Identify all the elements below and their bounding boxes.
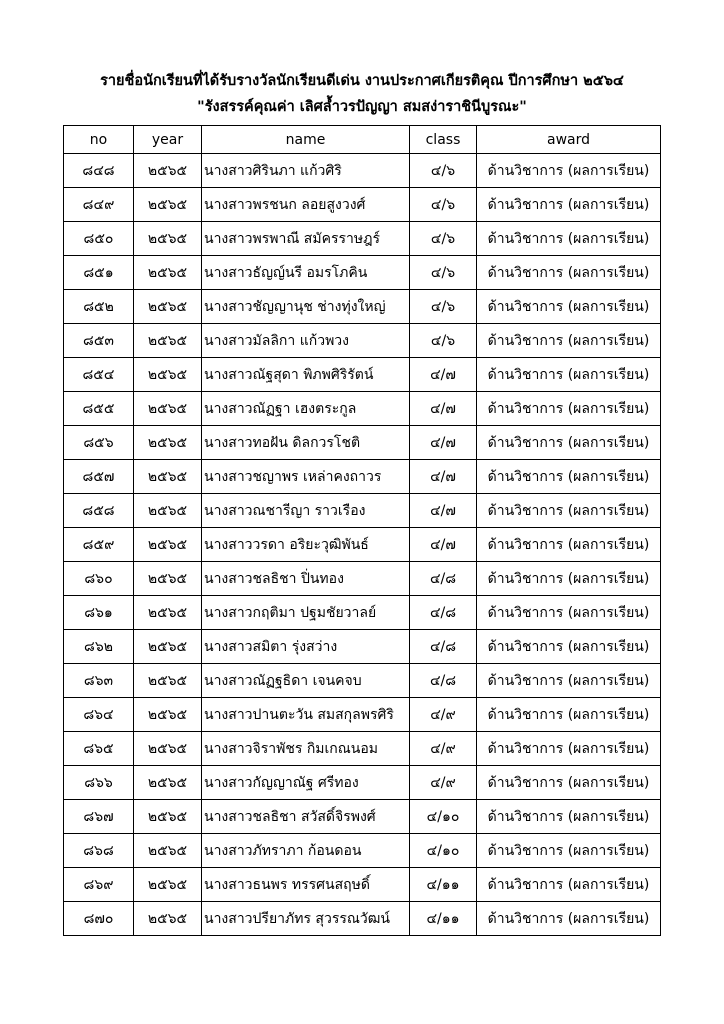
cell-class: ๔/๖ [410, 324, 477, 358]
cell-class: ๔/๗ [410, 528, 477, 562]
cell-award: ด้านวิชาการ (ผลการเรียน) [477, 800, 661, 834]
cell-class: ๔/๗ [410, 426, 477, 460]
cell-no: ๘๖๕ [64, 732, 134, 766]
cell-award: ด้านวิชาการ (ผลการเรียน) [477, 528, 661, 562]
cell-award: ด้านวิชาการ (ผลการเรียน) [477, 664, 661, 698]
cell-name: นางสาวสมิตา รุ่งสว่าง [202, 630, 410, 664]
cell-year: ๒๕๖๕ [134, 902, 202, 936]
table-row [64, 324, 661, 358]
cell-name: นางสาวชัญญานุช ช่างทุ่งใหญ่ [202, 290, 410, 324]
cell-year: ๒๕๖๕ [134, 426, 202, 460]
cell-class: ๔/๖ [410, 256, 477, 290]
column-header-award: award [477, 126, 661, 154]
cell-class: ๔/๑๑ [410, 868, 477, 902]
table-row [64, 426, 661, 460]
awards-table [63, 125, 661, 936]
cell-class: ๔/๑๐ [410, 834, 477, 868]
cell-award: ด้านวิชาการ (ผลการเรียน) [477, 868, 661, 902]
cell-award: ด้านวิชาการ (ผลการเรียน) [477, 596, 661, 630]
cell-name: นางสาวชลธิชา ปิ่นทอง [202, 562, 410, 596]
cell-class: ๔/๖ [410, 188, 477, 222]
cell-name: นางสาวกฤติมา ปฐมชัยวาลย์ [202, 596, 410, 630]
cell-no: ๘๕๒ [64, 290, 134, 324]
cell-no: ๘๕๖ [64, 426, 134, 460]
cell-award: ด้านวิชาการ (ผลการเรียน) [477, 392, 661, 426]
table-row [64, 834, 661, 868]
table-row [64, 630, 661, 664]
cell-no: ๘๖๓ [64, 664, 134, 698]
cell-no: ๘๕๘ [64, 494, 134, 528]
cell-no: ๘๗๐ [64, 902, 134, 936]
cell-year: ๒๕๖๕ [134, 290, 202, 324]
table-row [64, 766, 661, 800]
cell-award: ด้านวิชาการ (ผลการเรียน) [477, 562, 661, 596]
cell-year: ๒๕๖๕ [134, 528, 202, 562]
table-row [64, 528, 661, 562]
cell-no: ๘๕๗ [64, 460, 134, 494]
cell-class: ๔/๖ [410, 290, 477, 324]
cell-award: ด้านวิชาการ (ผลการเรียน) [477, 256, 661, 290]
table-row [64, 698, 661, 732]
cell-class: ๔/๙ [410, 732, 477, 766]
cell-class: ๔/๗ [410, 460, 477, 494]
cell-award: ด้านวิชาการ (ผลการเรียน) [477, 222, 661, 256]
cell-award: ด้านวิชาการ (ผลการเรียน) [477, 766, 661, 800]
cell-no: ๘๕๐ [64, 222, 134, 256]
cell-award: ด้านวิชาการ (ผลการเรียน) [477, 902, 661, 936]
cell-no: ๘๖๒ [64, 630, 134, 664]
cell-no: ๘๕๔ [64, 358, 134, 392]
cell-year: ๒๕๖๕ [134, 494, 202, 528]
table-row [64, 494, 661, 528]
cell-name: นางสาวพรชนก ลอยสูงวงศ์ [202, 188, 410, 222]
table-body [64, 154, 661, 936]
cell-no: ๘๔๙ [64, 188, 134, 222]
cell-year: ๒๕๖๕ [134, 562, 202, 596]
cell-no: ๘๕๑ [64, 256, 134, 290]
cell-class: ๔/๙ [410, 766, 477, 800]
cell-award: ด้านวิชาการ (ผลการเรียน) [477, 834, 661, 868]
cell-year: ๒๕๖๕ [134, 460, 202, 494]
cell-year: ๒๕๖๕ [134, 868, 202, 902]
table-row [64, 562, 661, 596]
document-title: รายชื่อนักเรียนที่ได้รับรางวัลนักเรียนดีเด่น งานประกาศเกียรติคุณ ปีการศึกษา ๒๕๖๔ [100, 73, 624, 89]
cell-year: ๒๕๖๕ [134, 392, 202, 426]
cell-class: ๔/๘ [410, 664, 477, 698]
cell-year: ๒๕๖๕ [134, 358, 202, 392]
cell-class: ๔/๘ [410, 562, 477, 596]
cell-no: ๘๕๓ [64, 324, 134, 358]
cell-name: นางสาวณชารีญา ราวเรือง [202, 494, 410, 528]
cell-award: ด้านวิชาการ (ผลการเรียน) [477, 290, 661, 324]
cell-year: ๒๕๖๕ [134, 222, 202, 256]
cell-name: นางสาวธนพร ทรรศนสฤษดิ์ [202, 868, 410, 902]
cell-no: ๘๖๗ [64, 800, 134, 834]
cell-year: ๒๕๖๕ [134, 324, 202, 358]
cell-name: นางสาวชญาพร เหล่าคงถาวร [202, 460, 410, 494]
cell-name: นางสาวณัฏฐธิดา เจนคจบ [202, 664, 410, 698]
cell-no: ๘๖๘ [64, 834, 134, 868]
cell-no: ๘๖๖ [64, 766, 134, 800]
document-subtitle-motto: "รังสรรค์คุณค่า เลิศล้ำวรปัญญา สมสง่าราชินีบูรณะ" [197, 99, 527, 115]
cell-class: ๔/๖ [410, 222, 477, 256]
table-row [64, 800, 661, 834]
cell-no: ๘๖๔ [64, 698, 134, 732]
cell-year: ๒๕๖๕ [134, 766, 202, 800]
cell-award: ด้านวิชาการ (ผลการเรียน) [477, 358, 661, 392]
cell-year: ๒๕๖๕ [134, 188, 202, 222]
cell-award: ด้านวิชาการ (ผลการเรียน) [477, 324, 661, 358]
cell-class: ๔/๗ [410, 392, 477, 426]
cell-name: นางสาวจิราพัชร กิมเกณนอม [202, 732, 410, 766]
table-row [64, 154, 661, 188]
table-row [64, 732, 661, 766]
cell-name: นางสาวทอฝัน ดิลกวรโชติ [202, 426, 410, 460]
cell-no: ๘๖๐ [64, 562, 134, 596]
cell-class: ๔/๙ [410, 698, 477, 732]
cell-year: ๒๕๖๕ [134, 664, 202, 698]
cell-year: ๒๕๖๕ [134, 256, 202, 290]
column-header-name: name [202, 126, 410, 154]
table-row [64, 868, 661, 902]
cell-name: นางสาวปานตะวัน สมสกุลพรศิริ [202, 698, 410, 732]
cell-year: ๒๕๖๕ [134, 596, 202, 630]
cell-name: นางสาวพรพาณี สมัครราษฎร์ [202, 222, 410, 256]
cell-award: ด้านวิชาการ (ผลการเรียน) [477, 630, 661, 664]
cell-name: นางสาววรดา อริยะวุฒิพันธ์ [202, 528, 410, 562]
cell-year: ๒๕๖๕ [134, 698, 202, 732]
cell-name: นางสาวภัทราภา ก้อนดอน [202, 834, 410, 868]
cell-year: ๒๕๖๕ [134, 630, 202, 664]
cell-class: ๔/๑๐ [410, 800, 477, 834]
cell-no: ๘๖๙ [64, 868, 134, 902]
cell-no: ๘๕๕ [64, 392, 134, 426]
cell-no: ๘๖๑ [64, 596, 134, 630]
cell-award: ด้านวิชาการ (ผลการเรียน) [477, 460, 661, 494]
column-header-no: no [64, 126, 134, 154]
cell-year: ๒๕๖๕ [134, 834, 202, 868]
table-row [64, 596, 661, 630]
cell-award: ด้านวิชาการ (ผลการเรียน) [477, 494, 661, 528]
table-row [64, 460, 661, 494]
cell-class: ๔/๘ [410, 630, 477, 664]
cell-year: ๒๕๖๕ [134, 732, 202, 766]
cell-name: นางสาวกัญญาณัฐ ศรีทอง [202, 766, 410, 800]
column-header-class: class [410, 126, 477, 154]
table-row [64, 902, 661, 936]
cell-name: นางสาวชลธิชา สวัสดิ์จิรพงศ์ [202, 800, 410, 834]
cell-award: ด้านวิชาการ (ผลการเรียน) [477, 698, 661, 732]
table-row [64, 290, 661, 324]
cell-name: นางสาวณัฏฐา เฮงตระกูล [202, 392, 410, 426]
cell-award: ด้านวิชาการ (ผลการเรียน) [477, 426, 661, 460]
cell-award: ด้านวิชาการ (ผลการเรียน) [477, 188, 661, 222]
table-row [64, 358, 661, 392]
cell-class: ๔/๖ [410, 154, 477, 188]
cell-award: ด้านวิชาการ (ผลการเรียน) [477, 154, 661, 188]
table-row [64, 222, 661, 256]
table-row [64, 392, 661, 426]
cell-year: ๒๕๖๕ [134, 154, 202, 188]
cell-year: ๒๕๖๕ [134, 800, 202, 834]
cell-name: นางสาวธัญญ์นรี อมรโภคิน [202, 256, 410, 290]
cell-name: นางสาวมัลลิกา แก้วพวง [202, 324, 410, 358]
cell-name: นางสาวปรียาภัทร สุวรรณวัฒน์ [202, 902, 410, 936]
table-row [64, 256, 661, 290]
cell-class: ๔/๗ [410, 358, 477, 392]
table-row [64, 664, 661, 698]
cell-no: ๘๔๘ [64, 154, 134, 188]
column-header-year: year [134, 126, 202, 154]
cell-award: ด้านวิชาการ (ผลการเรียน) [477, 732, 661, 766]
cell-class: ๔/๘ [410, 596, 477, 630]
cell-class: ๔/๑๑ [410, 902, 477, 936]
table-header-row [64, 126, 661, 154]
cell-no: ๘๕๙ [64, 528, 134, 562]
cell-name: นางสาวณัฐสุดา พิภพศิริรัตน์ [202, 358, 410, 392]
cell-class: ๔/๗ [410, 494, 477, 528]
table-row [64, 188, 661, 222]
cell-name: นางสาวศิรินภา แก้วศิริ [202, 154, 410, 188]
